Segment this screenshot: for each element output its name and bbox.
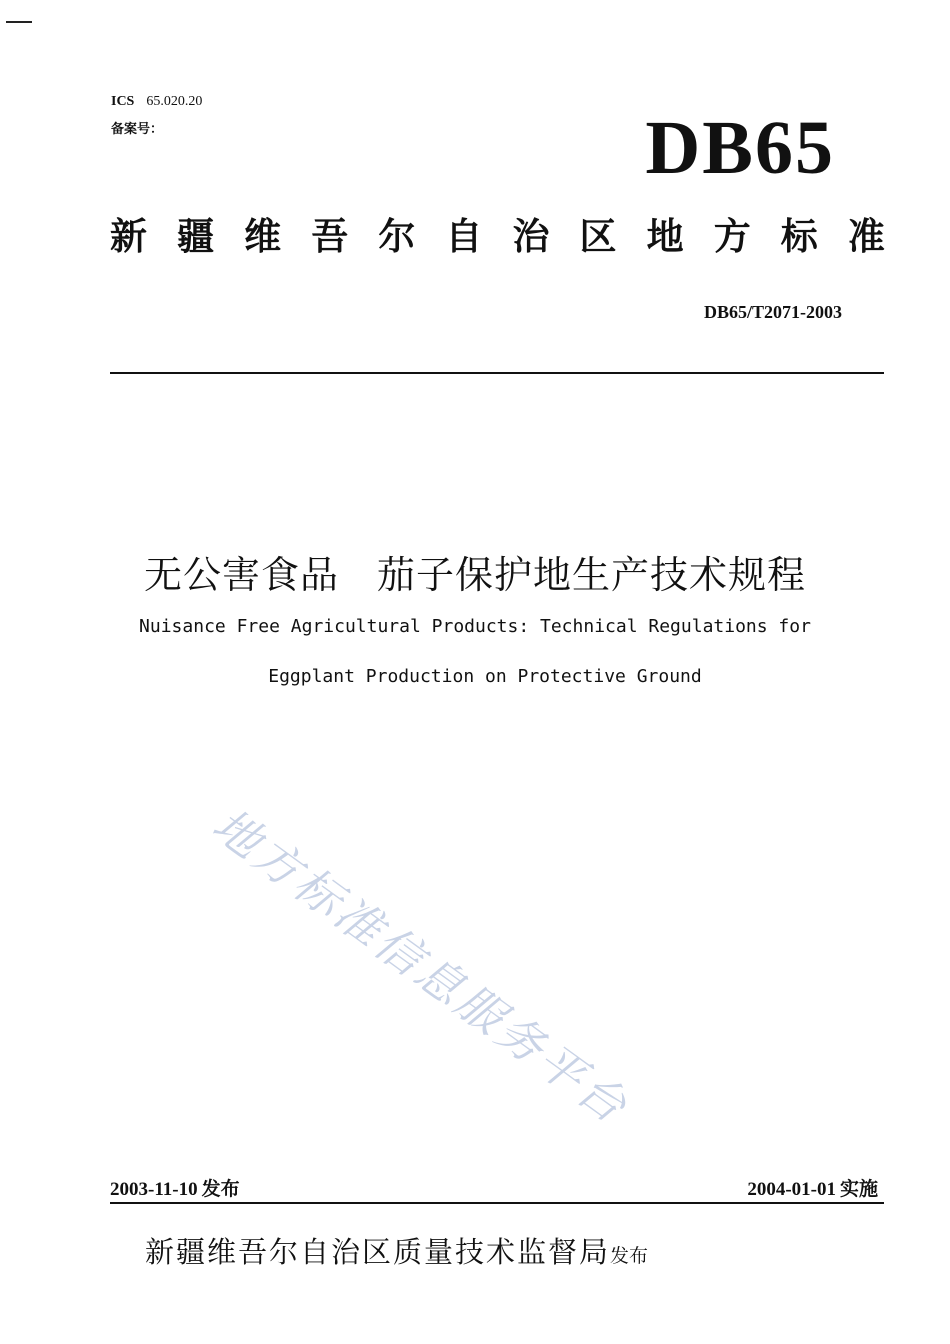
issuer-name: 新疆维吾尔自治区质量技术监督局	[145, 1235, 611, 1269]
scan-mark-top-left	[6, 21, 32, 23]
document-title-english-line1: Nuisance Free Agricultural Products: Technical Regulations for	[139, 616, 811, 637]
issue-date	[110, 1174, 240, 1201]
effective-word: 实施	[839, 1178, 878, 1200]
authority-title-char: 地	[646, 215, 684, 258]
effective-date	[747, 1174, 878, 1201]
authority-title-char: 自	[445, 215, 483, 258]
issuing-authority	[145, 1230, 648, 1271]
authority-title-char: 维	[244, 215, 282, 258]
ics-code: 65.020.20	[146, 94, 203, 109]
authority-title-char: 治	[512, 215, 550, 258]
header-divider	[110, 372, 884, 374]
authority-title-char: 准	[847, 215, 885, 258]
authority-title-char: 疆	[177, 215, 215, 258]
authority-standard-title	[110, 215, 885, 258]
effective-date-value: 2004-01-01	[747, 1179, 836, 1200]
authority-title-char: 新	[110, 215, 147, 258]
title-cn-part1: 无公害食品	[143, 553, 339, 597]
issue-date-value: 2003-11-10	[110, 1179, 198, 1200]
record-number-label: 备案号：	[111, 122, 164, 137]
document-title-english-line2: Eggplant Production on Protective Ground	[268, 666, 702, 687]
title-cn-part2: 茄子保护地生产技术规程	[377, 553, 807, 597]
document-title-chinese	[0, 544, 950, 599]
ics-line	[111, 94, 202, 110]
watermark-text: 地方标准信息服务平台	[202, 797, 640, 1135]
issue-word: 发布	[201, 1178, 240, 1200]
footer-divider	[110, 1202, 884, 1204]
authority-title-char: 区	[579, 215, 617, 258]
standard-code-logo: DB65	[645, 106, 835, 190]
issuer-suffix: 发布	[610, 1245, 649, 1267]
authority-title-char: 吾	[311, 215, 349, 258]
authority-title-char: 方	[713, 215, 751, 258]
standard-number: DB65/T2071-2003	[703, 302, 842, 322]
authority-title-char: 标	[780, 215, 818, 258]
ics-label: ICS	[111, 94, 135, 109]
authority-title-char: 尔	[378, 215, 416, 258]
